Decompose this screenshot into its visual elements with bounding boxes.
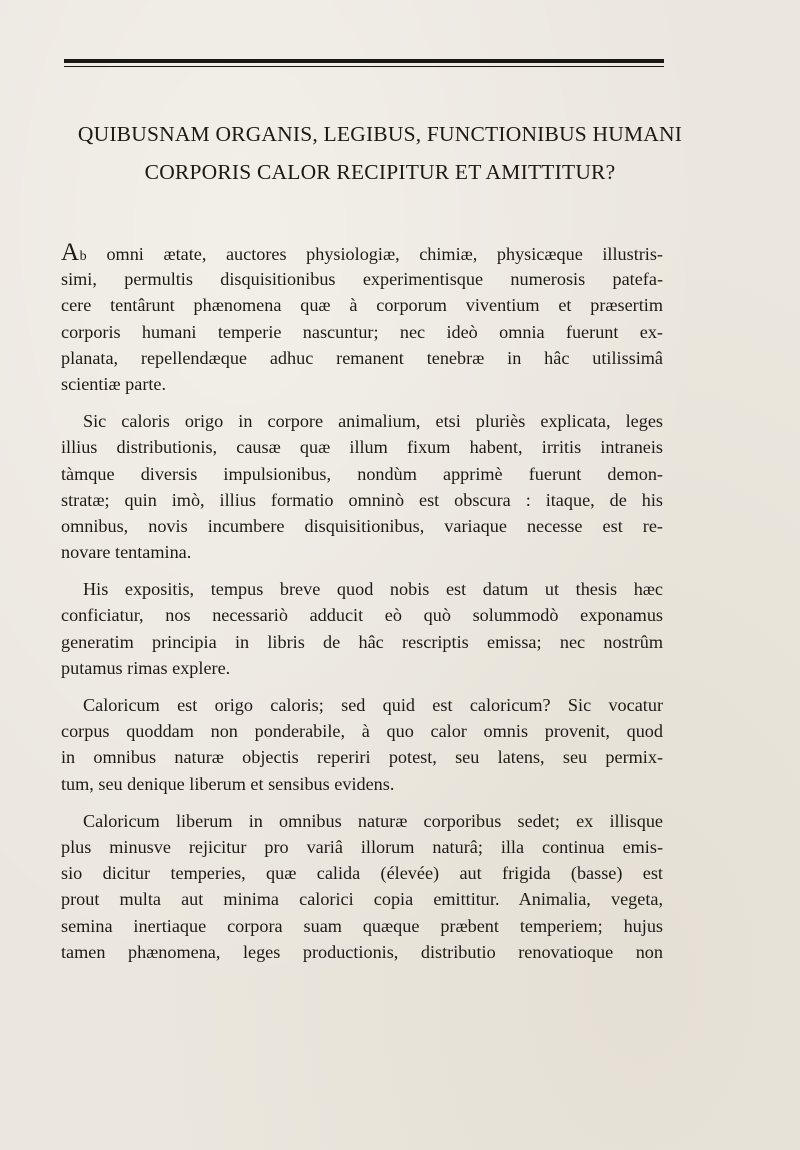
text-line: novare tentamina. [61,542,192,563]
chapter-title-line-1: QUIBUSNAM ORGANIS, LEGIBUS, FUNCTIONIBUS HUMANI [77,122,683,146]
text-line: tàmque diversis impulsionibus, nondùm apprimè fuerunt demon- [61,463,663,484]
text-line: stratæ; quin imò, illius formatio omninò est obscura : itaque, de his [61,489,663,510]
text-line: sio dicitur temperies, quæ calida (élevée) aut frigida (basse) est [61,863,663,884]
text-line: conficiatur, nos necessariò adducit eò quò solummodò exponamus [61,605,663,626]
paragraph-1 [61,240,663,397]
paragraph-4 [61,692,663,797]
text-line: generatim principia in libris de hâc rescriptis emissa; nec nostrûm [61,631,663,652]
paragraph-5 [61,808,663,965]
text-line [61,240,663,266]
chapter-title-line-2: CORPORIS CALOR RECIPITUR ET AMITTITUR? [144,160,616,184]
text-line: planata, repellendæque adhuc remanent tenebræ in hâc utilissimâ [61,347,663,368]
header-rule-thick [64,59,664,63]
text-line: scientiæ parte. [61,373,167,394]
text-line: corporis humani temperie nascuntur; nec ideò omnia fuerunt ex- [61,321,663,342]
text-line: cere tentârunt phænomena quæ à corporum viventium et præsertim [61,295,663,316]
text-line: Caloricum est origo caloris; sed quid est caloricum? Sic vocatur [83,695,663,715]
paragraph-2 [61,408,663,565]
text-line: semina inertiaque corpora suam quæque præbent temperiem; hujus [61,915,663,936]
text-line: tum, seu denique liberum et sensibus evidens. [61,773,395,794]
text-line: simi, permultis disquisitionibus experimentisque numerosis patefa- [61,269,663,290]
header-rule-thin [64,66,664,67]
text-line: putamus rimas explere. [61,657,231,678]
text-line: Caloricum liberum in omnibus naturæ corporibus sedet; ex illisque [83,810,663,831]
text-line: plus minusve rejicitur pro variâ illorum naturâ; illa continua emis- [61,836,663,857]
drop-cap-rest: b [79,249,87,264]
body-text [61,240,663,965]
text-line: illius distributionis, causæ quæ illum fixum habent, irritis intraneis [61,437,663,458]
text-line: in omnibus naturæ objectis reperiri potest, seu latens, seu permix- [61,747,663,768]
text-line: corpus quoddam non ponderabile, à quo calor omnis provenit, quod [61,721,663,742]
text-line: Sic caloris origo in corpore animalium, etsi pluriès explicata, leges [83,411,663,432]
text-line: prout multa aut minima calorici copia emittitur. Animalia, vegeta, [61,889,663,910]
text-line: His expositis, tempus breve quod nobis est datum ut thesis hæc [83,579,663,600]
text-line: tamen phænomena, leges productionis, distributio renovatioque non [61,941,663,962]
paragraph-3 [61,576,663,681]
drop-cap: A [61,239,80,266]
text-line: omnibus, novis incumbere disquisitionibus, variaque necesse est re- [61,515,663,536]
text-line-content: omni ætate, auctores physiologiæ, chimiæ, physicæque illustris- [86,244,663,264]
